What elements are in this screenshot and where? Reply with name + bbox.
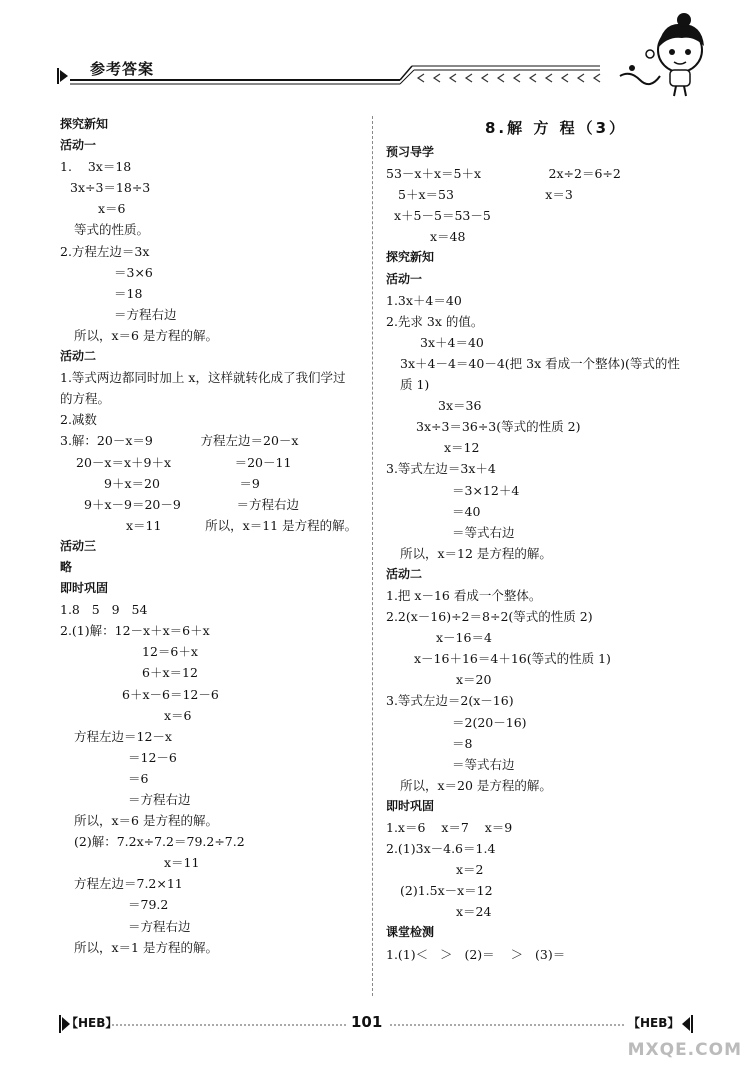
header-title: 参考答案 bbox=[90, 60, 155, 78]
text-line: 2.(1)3x－4.6＝1.4 bbox=[386, 841, 496, 857]
text-line: (2)解：7.2x÷7.2＝79.2÷7.2 bbox=[74, 834, 245, 850]
text-line: 所以，x＝20 是方程的解。 bbox=[400, 777, 552, 793]
text-line: 5＋x＝53 x＝3 bbox=[398, 187, 573, 203]
text-line: 略 bbox=[60, 559, 73, 574]
text-line: x＝6 bbox=[98, 201, 126, 217]
text-line: ＝18 bbox=[114, 285, 143, 301]
text-line: 方程左边＝7.2×11 bbox=[74, 876, 183, 892]
text-line: 活动一 bbox=[60, 138, 97, 153]
text-line: 1.等式两边都同时加上 x，这样就转化成了我们学过 bbox=[60, 370, 346, 386]
text-line: 1.(1)＜ ＞ (2)＝ ＞ (3)＝ bbox=[386, 946, 566, 962]
text-line: 即时巩固 bbox=[386, 798, 435, 813]
text-line: 1.x＝6 x＝7 x＝9 bbox=[386, 820, 513, 835]
text-line: 1.把 x－16 看成一个整体。 bbox=[386, 587, 542, 603]
text-line: 即时巩固 bbox=[60, 581, 109, 596]
text-line: 3.解：20－x＝9 方程左边＝20－x bbox=[60, 433, 299, 449]
text-line: 2.方程左边＝3x bbox=[60, 243, 150, 259]
text-line: 活动三 bbox=[60, 538, 97, 553]
text-line: 3x＝36 bbox=[438, 398, 482, 414]
text-line: 2.2(x－16)÷2＝8÷2(等式的性质 2) bbox=[386, 609, 593, 625]
text-line: 质 1) bbox=[400, 377, 430, 393]
text-line: 预习导学 bbox=[386, 145, 435, 159]
text-line: 9＋x－9＝20－9 ＝方程右边 bbox=[84, 496, 299, 512]
left-column bbox=[60, 114, 360, 958]
section-title: 8.解 方 程（3） bbox=[484, 119, 628, 137]
text-line: 1. 3x＝18 bbox=[60, 159, 132, 175]
text-line: x－16＋16＝4＋16(等式的性质 1) bbox=[414, 651, 611, 667]
text-line: 的方程。 bbox=[60, 391, 111, 407]
watermark: MXQE.COM bbox=[627, 1040, 742, 1060]
text-line: x＋5－5＝53－5 bbox=[394, 208, 491, 224]
page-header bbox=[0, 0, 750, 112]
text-line: x＝48 bbox=[430, 229, 466, 245]
text-line: x＝11 bbox=[164, 855, 200, 871]
text-line: 9＋x＝20 ＝9 bbox=[104, 475, 260, 491]
text-line: 等式的性质。 bbox=[74, 222, 150, 238]
text-line: 6＋x－6＝12－6 bbox=[122, 686, 219, 702]
text-line: 3x÷3＝36÷3(等式的性质 2) bbox=[416, 419, 581, 435]
text-line: 探究新知 bbox=[386, 250, 435, 265]
header-decoration bbox=[0, 0, 750, 112]
text-line: 探究新知 bbox=[60, 117, 109, 131]
text-line: 3.等式左边＝3x＋4 bbox=[386, 461, 496, 477]
footer-left-tag: 【HEB】 bbox=[66, 1016, 118, 1030]
text-line: 3x＋4＝40 bbox=[420, 334, 484, 350]
text-line: ＝3×12＋4 bbox=[452, 482, 520, 498]
footer-right-tag: 【HEB】 bbox=[628, 1016, 680, 1030]
text-line: 所以，x＝1 是方程的解。 bbox=[74, 939, 218, 955]
text-line: ＝等式右边 bbox=[452, 756, 515, 772]
text-line: x＝11 所以，x＝11 是方程的解。 bbox=[126, 517, 358, 533]
text-line: ＝40 bbox=[452, 503, 481, 519]
text-line: x＝2 bbox=[456, 862, 484, 878]
text-line: ＝等式右边 bbox=[452, 524, 515, 540]
text-line: 1.8 5 9 54 bbox=[60, 602, 148, 618]
text-line: 3x＋4－4＝40－4(把 3x 看成一个整体)(等式的性 bbox=[400, 355, 680, 371]
text-line: ＝方程右边 bbox=[128, 792, 191, 807]
text-line: ＝方程右边 bbox=[128, 918, 191, 934]
page-number: 101 bbox=[351, 1013, 383, 1031]
text-line: ＝79.2 bbox=[128, 897, 169, 913]
text-line: ＝3×6 bbox=[114, 264, 153, 280]
text-line: 3.等式左边＝2(x－16) bbox=[386, 693, 514, 709]
text-line: 所以，x＝6 是方程的解。 bbox=[74, 813, 218, 829]
column-divider bbox=[372, 116, 373, 996]
text-line: x＝6 bbox=[164, 707, 192, 723]
text-line: 活动二 bbox=[60, 349, 97, 364]
text-line: 20－x＝x＋9＋x ＝20－11 bbox=[76, 454, 292, 470]
text-line: ＝2(20－16) bbox=[452, 714, 527, 730]
text-line: x＝12 bbox=[444, 440, 480, 456]
text-line: 活动一 bbox=[386, 271, 423, 286]
right-column-body bbox=[386, 142, 726, 965]
text-line: 3x÷3＝18÷3 bbox=[70, 180, 151, 196]
text-line: 2.(1)解：12－x＋x＝6＋x bbox=[60, 623, 210, 639]
cartoon-girl-icon bbox=[620, 13, 704, 96]
text-line: 53－x＋x＝5＋x 2x÷2＝6÷2 bbox=[386, 166, 621, 182]
text-line: 6＋x＝12 bbox=[142, 665, 198, 681]
text-line: 所以，x＝12 是方程的解。 bbox=[400, 545, 552, 561]
text-line: x＝20 bbox=[456, 672, 492, 688]
text-line: 所以，x＝6 是方程的解。 bbox=[74, 327, 218, 343]
text-line: 课堂检测 bbox=[386, 925, 435, 940]
text-line: 1.3x＋4＝40 bbox=[386, 292, 462, 308]
text-line: ＝方程右边 bbox=[114, 306, 177, 322]
text-line: ＝6 bbox=[128, 770, 149, 786]
right-column bbox=[386, 114, 726, 965]
text-line: (2)1.5x－x＝12 bbox=[400, 883, 493, 899]
text-line: 2.减数 bbox=[60, 412, 97, 428]
text-line: ＝8 bbox=[452, 735, 473, 751]
text-line: x＝24 bbox=[456, 904, 492, 920]
page-footer bbox=[0, 1005, 750, 1045]
text-line: x－16＝4 bbox=[436, 630, 492, 646]
text-line: ＝12－6 bbox=[128, 749, 177, 765]
text-line: 12＝6＋x bbox=[142, 644, 198, 660]
text-line: 活动二 bbox=[386, 566, 423, 581]
text-line: 方程左边＝12－x bbox=[74, 728, 172, 744]
text-line: 2.先求 3x 的值。 bbox=[386, 313, 484, 329]
